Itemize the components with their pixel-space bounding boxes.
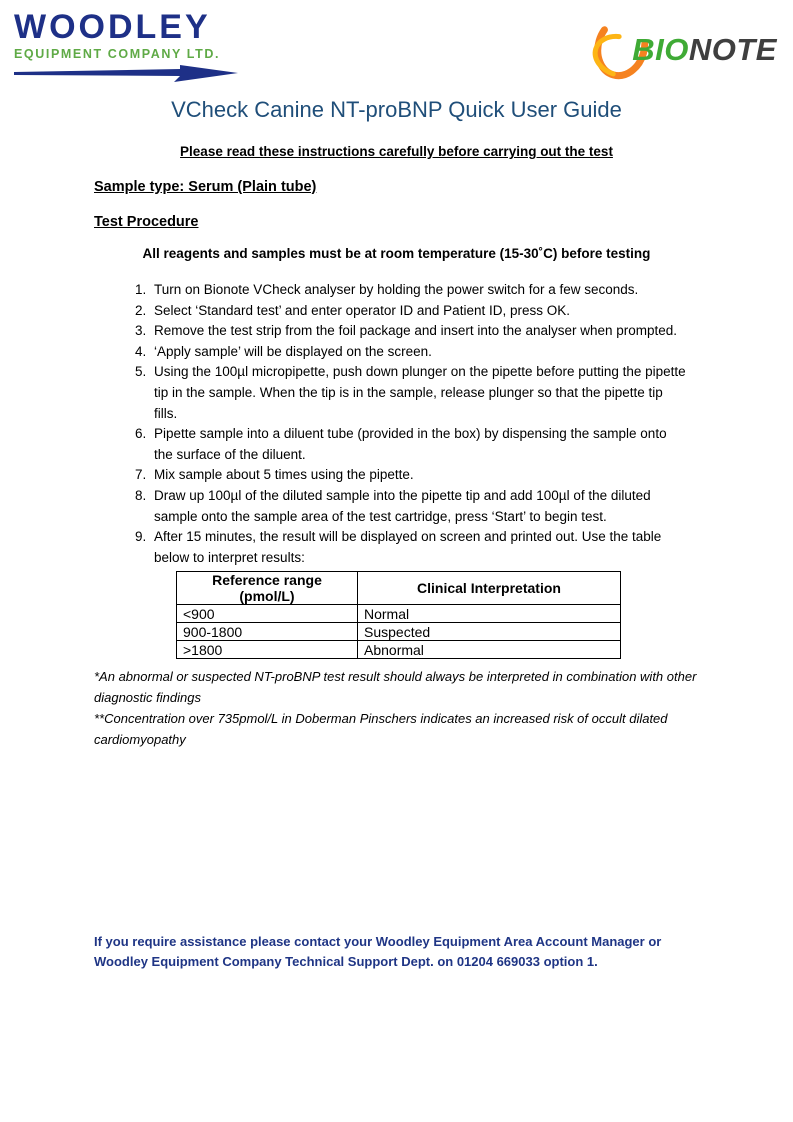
table-row xyxy=(177,605,621,623)
procedure-step-4: 4. ‘Apply sample’ will be displayed on the screen. xyxy=(150,342,686,363)
woodley-logo-tagline: EQUIPMENT COMPANY LTD. xyxy=(14,47,221,61)
procedure-step-7: 7. Mix sample about 5 times using the pipette. xyxy=(150,465,686,486)
read-instructions-notice: Please read these instructions carefully before carrying out the test xyxy=(180,144,613,159)
woodley-arrow-icon xyxy=(14,65,238,82)
table-cell-interpretation: Normal xyxy=(358,605,621,623)
temperature-note: All reagents and samples must be at room temperature (15-30˚C) before testing xyxy=(142,246,651,261)
table-header-row xyxy=(177,572,621,605)
footnote-2: **Concentration over 735pmol/L in Doberman Pinschers indicates an increased risk of occult dilated cardiomyopathy xyxy=(94,711,668,747)
footnotes xyxy=(94,666,706,750)
procedure-step-2: 2. Select ‘Standard test’ and enter operator ID and Patient ID, press OK. xyxy=(150,301,686,322)
woodley-logo xyxy=(14,10,246,82)
table-header-reference-range: Reference range (pmol/L) xyxy=(177,572,358,605)
procedure-step-1: 1. Turn on Bionote VCheck analyser by holding the power switch for a few seconds. xyxy=(150,280,686,301)
bionote-bio-text: BIO xyxy=(632,32,689,67)
table-header-clinical-interpretation: Clinical Interpretation xyxy=(358,572,621,605)
header xyxy=(14,10,783,86)
sample-type-heading: Sample type: Serum (Plain tube) xyxy=(94,179,317,195)
interpretation-table xyxy=(176,571,621,659)
procedure-step-5: 5. Using the 100µl micropipette, push down plunger on the pipette before putting the pipette tip in the sample. When the tip is in the sample, release plunger so that the pipette tip fills. xyxy=(150,362,686,424)
procedure-step-8: 8. Draw up 100µl of the diluted sample into the pipette tip and add 100µl of the diluted sample onto the sample area of the test cartridge, press ‘Start’ to begin test. xyxy=(150,486,686,527)
procedure-step-6: 6. Pipette sample into a diluent tube (provided in the box) by dispensing the sample onto the surface of the diluent. xyxy=(150,424,686,465)
bionote-logo-text xyxy=(632,32,777,68)
table-cell-interpretation: Abnormal xyxy=(358,641,621,659)
page-title: VCheck Canine NT-proBNP Quick User Guide xyxy=(171,97,622,122)
bionote-note-text: NOTE xyxy=(688,32,777,67)
procedure-steps-list xyxy=(94,280,686,568)
table-cell-range: 900-1800 xyxy=(177,623,358,641)
table-row xyxy=(177,641,621,659)
procedure-step-3: 3. Remove the test strip from the foil package and insert into the analyser when prompted. xyxy=(150,321,686,342)
table-cell-range: <900 xyxy=(177,605,358,623)
table-cell-interpretation: Suspected xyxy=(358,623,621,641)
test-procedure-heading: Test Procedure xyxy=(94,214,199,230)
table-row xyxy=(177,623,621,641)
procedure-step-9: 9. After 15 minutes, the result will be displayed on screen and printed out. Use the table below to interpret results: xyxy=(150,527,686,568)
woodley-logo-name: WOODLEY xyxy=(14,8,211,46)
assistance-contact-note: If you require assistance please contact your Woodley Equipment Area Account Manager or Woodley Equipment Company Technical Support Dept. on 01204 669033 option 1. xyxy=(94,934,662,969)
table-cell-range: >1800 xyxy=(177,641,358,659)
footnote-1: *An abnormal or suspected NT-proBNP test result should always be interpreted in combination with other diagnostic findings xyxy=(94,669,697,705)
bionote-logo xyxy=(584,14,777,86)
